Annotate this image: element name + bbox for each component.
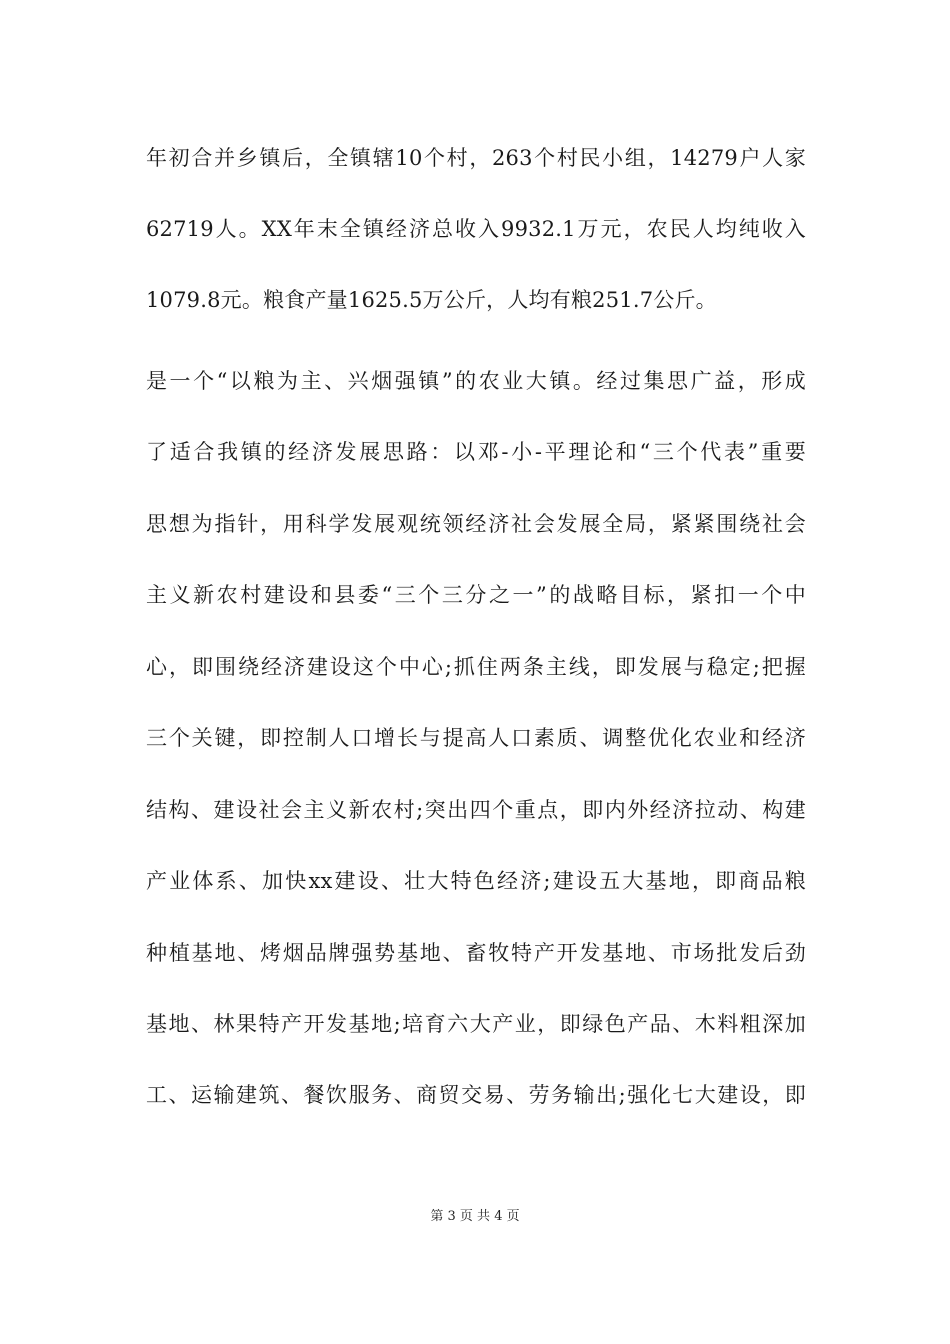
text-line: 是一个“以粮为主、兴烟强镇”的农业大镇。经过集思广益，形成 — [146, 369, 806, 393]
text-line: 结构、建设社会主义新农村;突出四个重点，即内外经济拉动、构建 — [146, 798, 806, 822]
text-line: 主义新农村建设和县委“三个三分之一”的战略目标，紧扣一个中 — [146, 583, 806, 607]
page-number-footer: 第 3 页 共 4 页 — [430, 1209, 520, 1224]
text-line: 了适合我镇的经济发展思路：以邓-小-平理论和“三个代表”重要 — [146, 440, 806, 464]
text-line: 种植基地、烤烟品牌强势基地、畜牧特产开发基地、市场批发后劲 — [146, 941, 806, 965]
text-line: 年初合并乡镇后，全镇辖10个村，263个村民小组，14279户人家 — [146, 146, 806, 170]
text-line: 工、运输建筑、餐饮服务、商贸交易、劳务输出;强化七大建设，即 — [146, 1083, 806, 1107]
text-line: 思想为指针，用科学发展观统领经济社会发展全局，紧紧围绕社会 — [146, 512, 806, 536]
text-line: 产业体系、加快xx建设、壮大特色经济;建设五大基地，即商品粮 — [146, 869, 806, 893]
text-line: 三个关键，即控制人口增长与提高人口素质、调整优化农业和经济 — [146, 726, 806, 750]
text-line: 心，即围绕经济建设这个中心;抓住两条主线，即发展与稳定;把握 — [146, 655, 806, 679]
text-line: 基地、林果特产开发基地;培育六大产业，即绿色产品、木料粗深加 — [146, 1012, 806, 1036]
text-line: 1079.8元。粮食产量1625.5万公斤，人均有粮251.7公斤。 — [146, 288, 717, 312]
text-line: 62719人。XX年末全镇经济总收入9932.1万元，农民人均纯收入 — [146, 217, 806, 241]
